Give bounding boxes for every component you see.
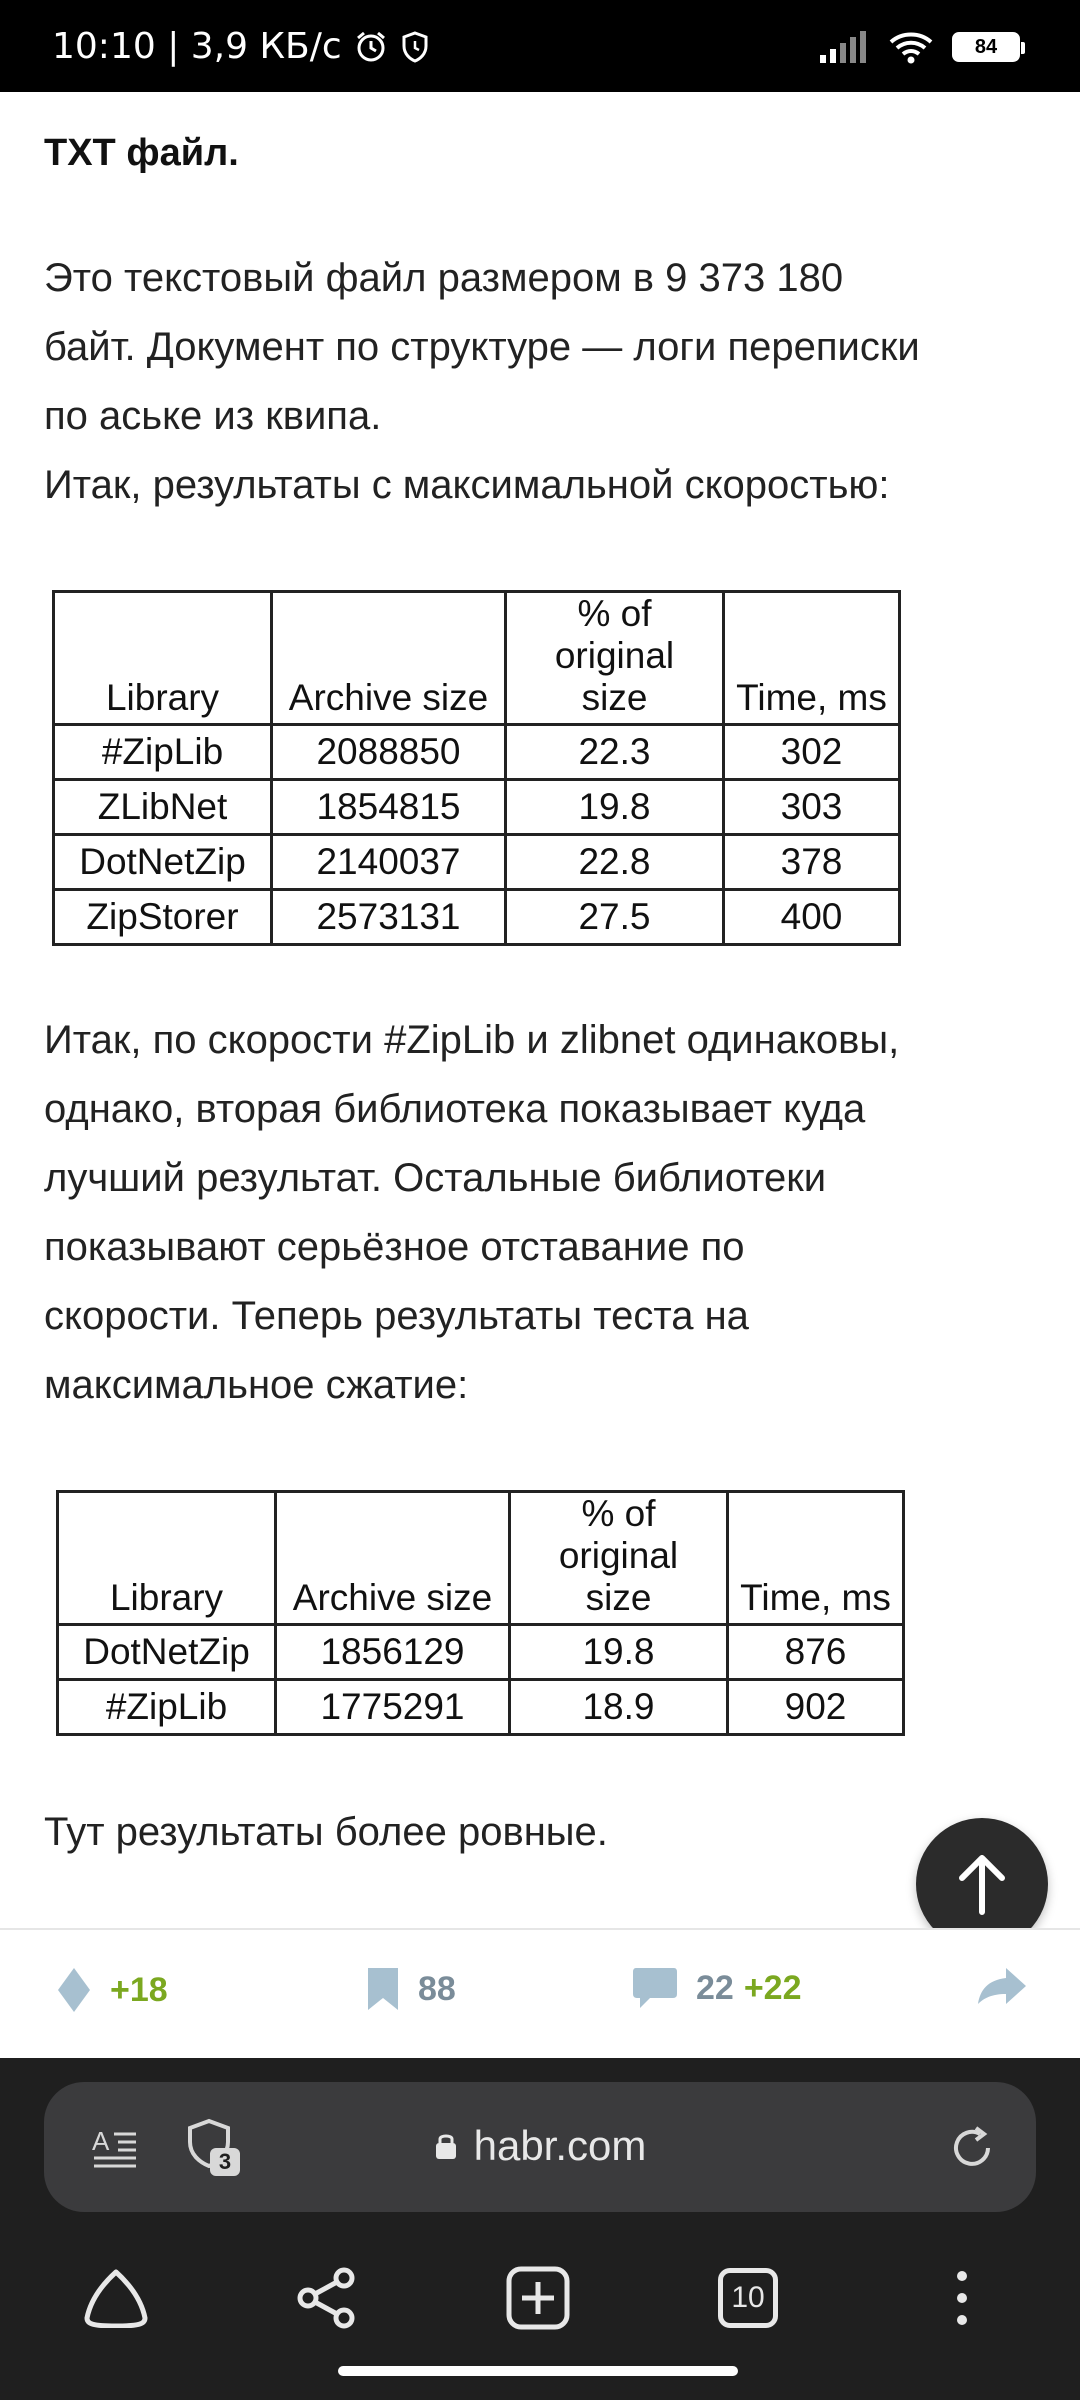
new-tab-button[interactable]	[488, 2248, 588, 2348]
table-header: % of original size	[510, 1492, 728, 1625]
battery-indicator: 84	[952, 32, 1020, 62]
home-browser-icon	[83, 2268, 149, 2328]
tabs-button[interactable]	[698, 2248, 798, 2348]
table-cell: ZipStorer	[54, 890, 272, 945]
table-header: Time, ms	[724, 592, 900, 725]
rating-value: +18	[110, 1970, 168, 2009]
signal-icon	[818, 31, 870, 63]
paragraph-line: по аське из квипа.	[44, 394, 382, 438]
table-cell: 27.5	[506, 890, 724, 945]
table-cell: 302	[724, 725, 900, 780]
comments-button[interactable]	[632, 1966, 802, 2010]
alarm-icon	[354, 30, 388, 64]
paragraph-line: скорости. Теперь результаты теста на	[44, 1294, 749, 1338]
share-icon	[294, 2266, 358, 2330]
paragraph-analysis	[44, 1006, 1044, 1420]
bookmarks-button[interactable]	[366, 1966, 456, 2012]
plus-square-icon	[506, 2266, 570, 2330]
table-header: Time, ms	[728, 1492, 904, 1625]
comment-icon	[632, 1966, 678, 2010]
paragraph-line: лучший результат. Остальные библиотеки	[44, 1156, 827, 1200]
table-cell: 19.8	[510, 1625, 728, 1680]
table-cell: 876	[728, 1625, 904, 1680]
status-time: 10:10 | 3,9 КБ/с	[52, 26, 342, 67]
table-cell: 1854815	[272, 780, 506, 835]
table-row	[54, 835, 900, 890]
rating-button[interactable]	[56, 1966, 168, 2014]
wifi-icon	[888, 30, 934, 64]
table-row	[58, 1625, 904, 1680]
comments-new-count: +22	[743, 1968, 802, 2007]
table-header: Archive size	[276, 1492, 510, 1625]
home-indicator[interactable]	[338, 2366, 738, 2376]
more-vertical-icon	[952, 2268, 972, 2328]
table-header-row	[58, 1492, 904, 1625]
table-cell: 19.8	[506, 780, 724, 835]
shield-status-icon	[400, 30, 430, 64]
table-header-row	[54, 592, 900, 725]
arrow-up-icon	[954, 1852, 1010, 1916]
tabs-count-box	[718, 2268, 778, 2328]
menu-button[interactable]	[912, 2248, 1012, 2348]
article-action-bar	[0, 1928, 1080, 2058]
table-cell: 18.9	[510, 1680, 728, 1735]
address-bar[interactable]	[44, 2082, 1036, 2212]
status-bar	[0, 0, 1080, 92]
table-cell: 303	[724, 780, 900, 835]
table-header: Library	[58, 1492, 276, 1625]
table-cell: 2573131	[272, 890, 506, 945]
comments-count: 22	[696, 1968, 734, 2007]
paragraph-line: показывают серьёзное отставание по	[44, 1225, 745, 1269]
paragraph-line: байт. Документ по структуре — логи переписки	[44, 325, 920, 369]
table-row	[54, 780, 900, 835]
paragraph-intro	[44, 244, 1044, 520]
home-button[interactable]	[66, 2248, 166, 2348]
rating-diamond-icon	[56, 1966, 92, 2014]
table-cell: 22.3	[506, 725, 724, 780]
table-row	[54, 725, 900, 780]
url-display[interactable]	[44, 2122, 1036, 2170]
bookmarks-count: 88	[418, 1969, 456, 2008]
table-cell: 1775291	[276, 1680, 510, 1735]
paragraph-line: максимальное сжатие:	[44, 1363, 469, 1407]
share-page-button[interactable]	[276, 2248, 376, 2348]
paragraph-line: Это текстовый файл размером в 9 373 180	[44, 256, 844, 300]
table-cell: 2088850	[272, 725, 506, 780]
svg-text:A: A	[92, 2126, 110, 2156]
share-arrow-icon	[976, 1966, 1028, 2006]
share-button[interactable]	[976, 1966, 1028, 2006]
reload-icon[interactable]	[948, 2124, 996, 2172]
heading-txt-file: TXT файл.	[44, 132, 239, 174]
table-cell: 378	[724, 835, 900, 890]
table-cell: 22.8	[506, 835, 724, 890]
browser-nav-row	[0, 2248, 1080, 2348]
table-cell: #ZipLib	[54, 725, 272, 780]
results-table-max-speed	[52, 590, 901, 946]
table-cell: 2140037	[272, 835, 506, 890]
url-text: habr.com	[473, 2122, 647, 2169]
paragraph-conclusion: Тут результаты более ровные.	[44, 1810, 608, 1854]
status-left	[52, 26, 430, 67]
table-cell: DotNetZip	[58, 1625, 276, 1680]
table-cell: DotNetZip	[54, 835, 272, 890]
table-row	[58, 1680, 904, 1735]
table-cell: 1856129	[276, 1625, 510, 1680]
table-row	[54, 890, 900, 945]
table-header: % of original size	[506, 592, 724, 725]
table-cell: ZLibNet	[54, 780, 272, 835]
table-cell: 902	[728, 1680, 904, 1735]
paragraph-line: Итак, результаты с максимальной скоростью:	[44, 463, 890, 507]
paragraph-line: Итак, по скорости #ZipLib и zlibnet одинаковы,	[44, 1018, 900, 1062]
paragraph-line: однако, вторая библиотека показывает куда	[44, 1087, 866, 1131]
results-table-max-compression	[56, 1490, 905, 1736]
browser-bottom-bar	[0, 2058, 1080, 2400]
table-header: Archive size	[272, 592, 506, 725]
table-header: Library	[54, 592, 272, 725]
tab-count: 10	[731, 2281, 765, 2314]
table-cell: 400	[724, 890, 900, 945]
bookmark-icon	[366, 1966, 400, 2012]
table-cell: #ZipLib	[58, 1680, 276, 1735]
lock-icon	[434, 2131, 458, 2161]
shield-badge-count: 3	[210, 2148, 240, 2176]
status-right	[818, 30, 1020, 64]
article-body	[44, 92, 1044, 1979]
